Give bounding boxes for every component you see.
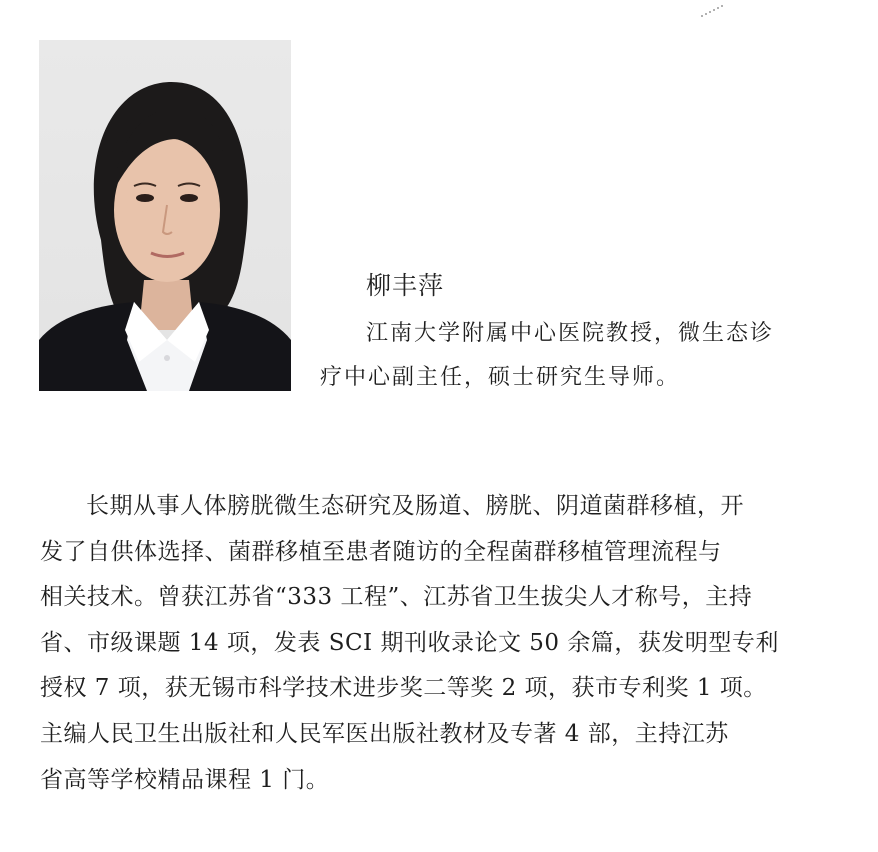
bio-line: 省高等学校精品课程 1 门。	[40, 766, 330, 793]
bio-line: 省、市级课题 14 项，发表 SCI 期刊收录论文 50 余篇，获发明型专利	[40, 629, 779, 656]
bio-line: 长期从事人体膀胱微生态研究及肠道、膀胱、阴道菌群移植，开	[86, 493, 744, 519]
person-name: 柳丰萍	[366, 271, 445, 300]
position-line: 疗中心副主任，硕士研究生导师。	[320, 365, 681, 390]
position-description	[320, 312, 850, 400]
position-line: 江南大学附属中心医院教授，微生态诊	[366, 321, 775, 346]
decorative-dots	[700, 2, 726, 18]
bio-line: 发了自供体选择、菌群移植至患者随访的全程菌群移植管理流程与	[40, 538, 722, 565]
biography-paragraph	[40, 484, 844, 803]
portrait-photo	[39, 40, 291, 391]
bio-line: 授权 7 项，获无锡市科学技术进步奖二等奖 2 项，获市专利奖 1 项。	[40, 675, 767, 702]
portrait-illustration	[39, 40, 291, 391]
bio-line: 相关技术。曾获江苏省“333 工程”、江苏省卫生拔尖人才称号，主持	[40, 584, 753, 611]
bio-line: 主编人民卫生出版社和人民军医出版社教材及专著 4 部，主持江苏	[40, 720, 729, 747]
